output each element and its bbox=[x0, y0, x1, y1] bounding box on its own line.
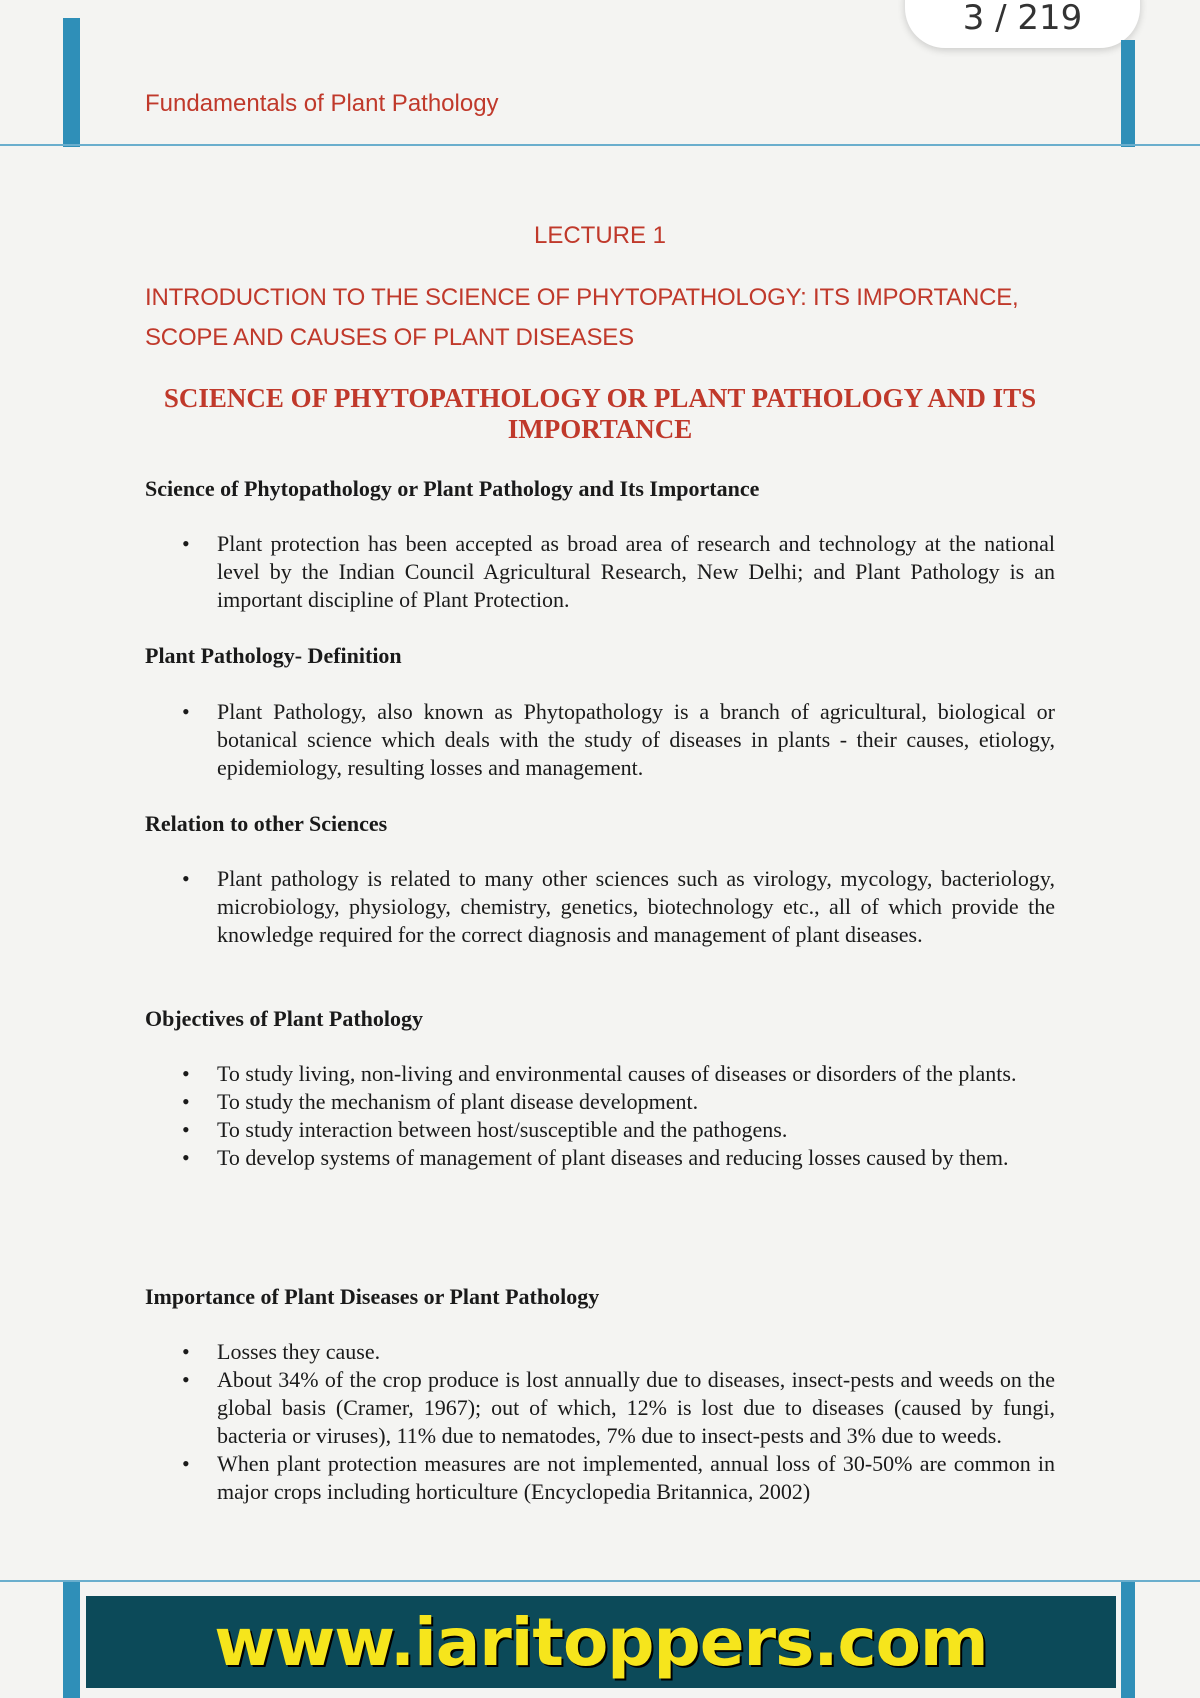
bullet-list bbox=[145, 865, 1055, 949]
bullet-icon: • bbox=[182, 1451, 190, 1476]
list-item bbox=[145, 1338, 1055, 1366]
list-item-text: Losses they cause. bbox=[217, 1339, 381, 1364]
section-heading: Plant Pathology- Definition bbox=[145, 643, 402, 668]
lecture-title: INTRODUCTION TO THE SCIENCE OF PHYTOPATHOLOGY: ITS IMPORTANCE, SCOPE AND CAUSES OF PLANT DISEASES bbox=[145, 284, 1019, 351]
list-item bbox=[145, 1116, 1055, 1144]
section-heading: Science of Phytopathology or Plant Pathology and Its Importance bbox=[145, 476, 760, 501]
footer-banner[interactable] bbox=[86, 1596, 1116, 1688]
bullet-list bbox=[145, 1060, 1055, 1172]
bullet-list bbox=[145, 698, 1055, 782]
bullet-icon: • bbox=[182, 1061, 190, 1086]
bullet-icon: • bbox=[182, 866, 190, 891]
list-item-text: When plant protection measures are not implemented, annual loss of 30-50% are common in major crops including horticulture (Encyclopedia Britannica, 2002) bbox=[217, 1451, 1055, 1504]
bullet-list bbox=[145, 1338, 1055, 1506]
list-item bbox=[145, 698, 1055, 782]
bullet-icon: • bbox=[182, 699, 190, 724]
section-heading: Relation to other Sciences bbox=[145, 811, 388, 836]
list-item bbox=[145, 865, 1055, 949]
footer-accent-bar-right bbox=[1121, 1582, 1135, 1698]
page-indicator-text: 3 / 219 bbox=[962, 0, 1083, 38]
list-item-text: Plant protection has been accepted as broad area of research and technology at the national level by the Indian Council Agricultural Research, New Delhi; and Plant Pathology is an important discipline of Plant Protection. bbox=[217, 531, 1055, 612]
section-title: SCIENCE OF PHYTOPATHOLOGY OR PLANT PATHOLOGY AND ITS IMPORTANCE bbox=[163, 383, 1037, 444]
bullet-icon: • bbox=[182, 1339, 190, 1364]
list-item-text: About 34% of the crop produce is lost annually due to diseases, insect-pests and weeds on the global basis (Cramer, 1967); out of which, 12% is lost due to diseases (caused by fungi, bacteria or viruses), 11% due to nematodes, 7% due to insect-pests and 3% due to weeds. bbox=[217, 1367, 1055, 1448]
bullet-icon: • bbox=[182, 1145, 190, 1170]
list-item bbox=[145, 1144, 1055, 1172]
section-heading: Objectives of Plant Pathology bbox=[145, 1006, 424, 1031]
list-item-text: To study the mechanism of plant disease development. bbox=[217, 1089, 699, 1114]
page-indicator bbox=[905, 0, 1140, 48]
footer-accent-bar-left bbox=[63, 1582, 80, 1698]
list-item-text: To study interaction between host/susceptible and the pathogens. bbox=[217, 1117, 788, 1142]
bullet-icon: • bbox=[182, 1089, 190, 1114]
bullet-icon: • bbox=[182, 1117, 190, 1142]
list-item-text: To develop systems of management of plant diseases and reducing losses caused by them. bbox=[217, 1145, 1009, 1170]
footer-rule bbox=[0, 1580, 1200, 1582]
list-item bbox=[145, 1366, 1055, 1450]
bullet-icon: • bbox=[182, 531, 190, 556]
list-item bbox=[145, 1088, 1055, 1116]
list-item bbox=[145, 1060, 1055, 1088]
footer-banner-link[interactable]: www.iaritoppers.com bbox=[214, 1603, 988, 1681]
header-accent-bar-left bbox=[63, 18, 80, 147]
header-title: Fundamentals of Plant Pathology bbox=[145, 90, 499, 117]
list-item-text: Plant pathology is related to many other sciences such as virology, mycology, bacteriology, microbiology, physiology, chemistry, genetics, biotechnology etc., all of which provide the knowledge required for the correct diagnosis and management of plant diseases. bbox=[217, 866, 1055, 947]
bullet-icon: • bbox=[182, 1367, 190, 1392]
header-accent-bar-right bbox=[1121, 40, 1135, 147]
header-rule bbox=[0, 144, 1200, 146]
list-item bbox=[145, 1450, 1055, 1506]
list-item bbox=[145, 530, 1055, 614]
list-item-text: Plant Pathology, also known as Phytopathology is a branch of agricultural, biological or botanical science which deals with the study of diseases in plants - their causes, etiology, epidemiology, resulting losses and management. bbox=[217, 699, 1055, 780]
section-heading: Importance of Plant Diseases or Plant Pathology bbox=[145, 1284, 600, 1309]
lecture-label: LECTURE 1 bbox=[533, 222, 667, 249]
bullet-list bbox=[145, 530, 1055, 614]
list-item-text: To study living, non-living and environmental causes of diseases or disorders of the plants. bbox=[217, 1061, 1017, 1086]
